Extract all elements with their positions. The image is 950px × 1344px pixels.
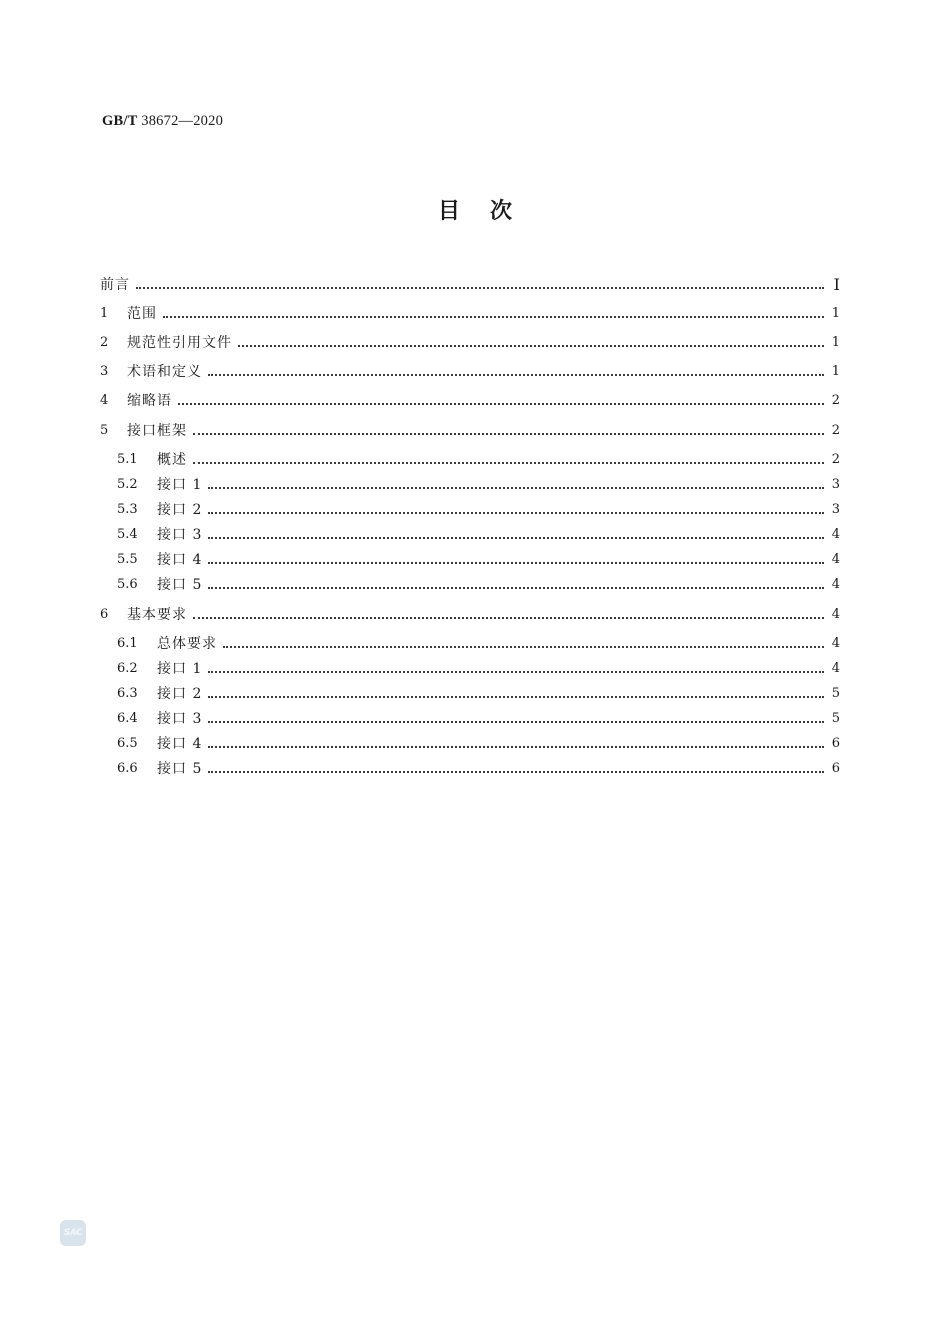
toc-dot-leader [208,474,824,496]
toc-dot-leader [208,574,824,596]
toc-entry[interactable] [117,633,840,655]
toc-entry-label: 总体要求 [157,636,217,652]
toc-entry[interactable] [117,499,840,521]
toc-entry[interactable] [117,758,840,780]
toc-entry[interactable] [100,604,840,626]
toc-entry-label: 接口框架 [127,423,187,439]
toc-entry-page: 4 [831,552,840,567]
toc-dot-leader [208,758,824,780]
toc-dot-leader [163,303,824,325]
toc-entry-page: 4 [831,661,840,676]
toc-entry-number: 6 [100,607,109,622]
toc-entry-page: 5 [831,711,840,726]
toc-entry[interactable] [117,574,840,596]
toc-entry-page: 4 [831,636,840,651]
toc-entry-number: 5.6 [117,577,138,592]
toc-entry[interactable] [117,733,840,755]
toc-dot-leader [208,708,824,730]
toc-entry-label: 接口 3 [157,711,203,727]
toc-entry-label: 接口 3 [157,527,203,543]
toc-entry-page: 3 [831,502,840,517]
toc-dot-leader [223,633,824,655]
toc-entry[interactable] [100,420,840,442]
toc-entry[interactable] [100,274,840,296]
sac-logo-text: SAC [63,1228,83,1238]
toc-entry[interactable] [100,303,840,325]
toc-entry-page: 1 [831,335,840,350]
toc-dot-leader [208,499,824,521]
toc-entry-label: 接口 4 [157,736,203,752]
sac-logo-icon [60,1220,86,1246]
toc-entry[interactable] [100,332,840,354]
toc-dot-leader [208,524,824,546]
toc-entry-label: 接口 5 [157,761,203,777]
toc-entry-number: 5.3 [117,502,138,517]
toc-entry-number: 4 [100,393,109,408]
toc-entry-label: 前言 [100,277,130,293]
toc-entry[interactable] [117,658,840,680]
toc-entry-label: 接口 2 [157,502,203,518]
toc-entry-label: 接口 2 [157,686,203,702]
toc-entry-page: 2 [831,452,840,467]
toc-entry[interactable] [117,449,840,471]
toc-dot-leader [193,604,824,626]
toc-entry[interactable] [117,549,840,571]
toc-entry[interactable] [100,361,840,383]
standard-number: 38672—2020 [141,113,224,129]
toc-entry-label: 规范性引用文件 [127,335,232,351]
toc-entry-number: 5.4 [117,527,138,542]
toc-entry-label: 基本要求 [127,607,187,623]
page-title: 目次 [437,199,542,224]
toc-entry-number: 5.5 [117,552,138,567]
toc-entry-page: 4 [831,607,840,622]
toc-entry-number: 5 [100,423,109,438]
toc-entry[interactable] [117,474,840,496]
toc-entry-page: 5 [831,686,840,701]
toc-dot-leader [208,361,824,383]
toc-entry-page: 2 [831,393,840,408]
standard-prefix: GB/T [102,113,138,129]
toc-entry-page: 1 [831,306,840,321]
toc-entry[interactable] [100,390,840,412]
toc-entry-label: 概述 [157,452,187,468]
toc-dot-leader [208,683,824,705]
toc-entry-number: 6.2 [117,661,138,676]
toc-entry-label: 术语和定义 [127,364,202,380]
toc-entry-number: 5.1 [117,452,138,467]
toc-entry-number: 6.4 [117,711,138,726]
toc-dot-leader [193,420,824,442]
toc-entry-label: 缩略语 [127,393,172,409]
toc-entry[interactable] [117,708,840,730]
toc-entry-label: 范围 [127,306,157,322]
toc-entry-number: 6.3 [117,686,138,701]
toc-entry-label: 接口 1 [157,477,203,493]
toc-entry-label: 接口 1 [157,661,203,677]
toc-entry-number: 1 [100,306,109,321]
toc-dot-leader [136,274,824,296]
toc-entry-number: 3 [100,364,109,379]
toc-dot-leader [193,449,824,471]
toc-dot-leader [178,390,824,412]
toc-entry-page: I [833,275,840,294]
toc-entry-label: 接口 4 [157,552,203,568]
toc-entry-page: 6 [831,761,840,776]
toc-entry-number: 2 [100,335,109,350]
toc-entry-number: 6.5 [117,736,138,751]
toc-entry-number: 5.2 [117,477,138,492]
toc-entry-page: 6 [831,736,840,751]
toc-entry-page: 4 [831,577,840,592]
toc-dot-leader [238,332,824,354]
toc-dot-leader [208,658,824,680]
toc-dot-leader [208,733,824,755]
toc-entry-page: 1 [831,364,840,379]
toc-entry-number: 6.1 [117,636,138,651]
toc-entry-label: 接口 5 [157,577,203,593]
toc-entry-page: 4 [831,527,840,542]
toc-entry-page: 2 [831,423,840,438]
toc-dot-leader [208,549,824,571]
toc-entry-number: 6.6 [117,761,138,776]
toc-entry-page: 3 [831,477,840,492]
standard-code [102,113,223,130]
toc-entry[interactable] [117,524,840,546]
toc-entry[interactable] [117,683,840,705]
